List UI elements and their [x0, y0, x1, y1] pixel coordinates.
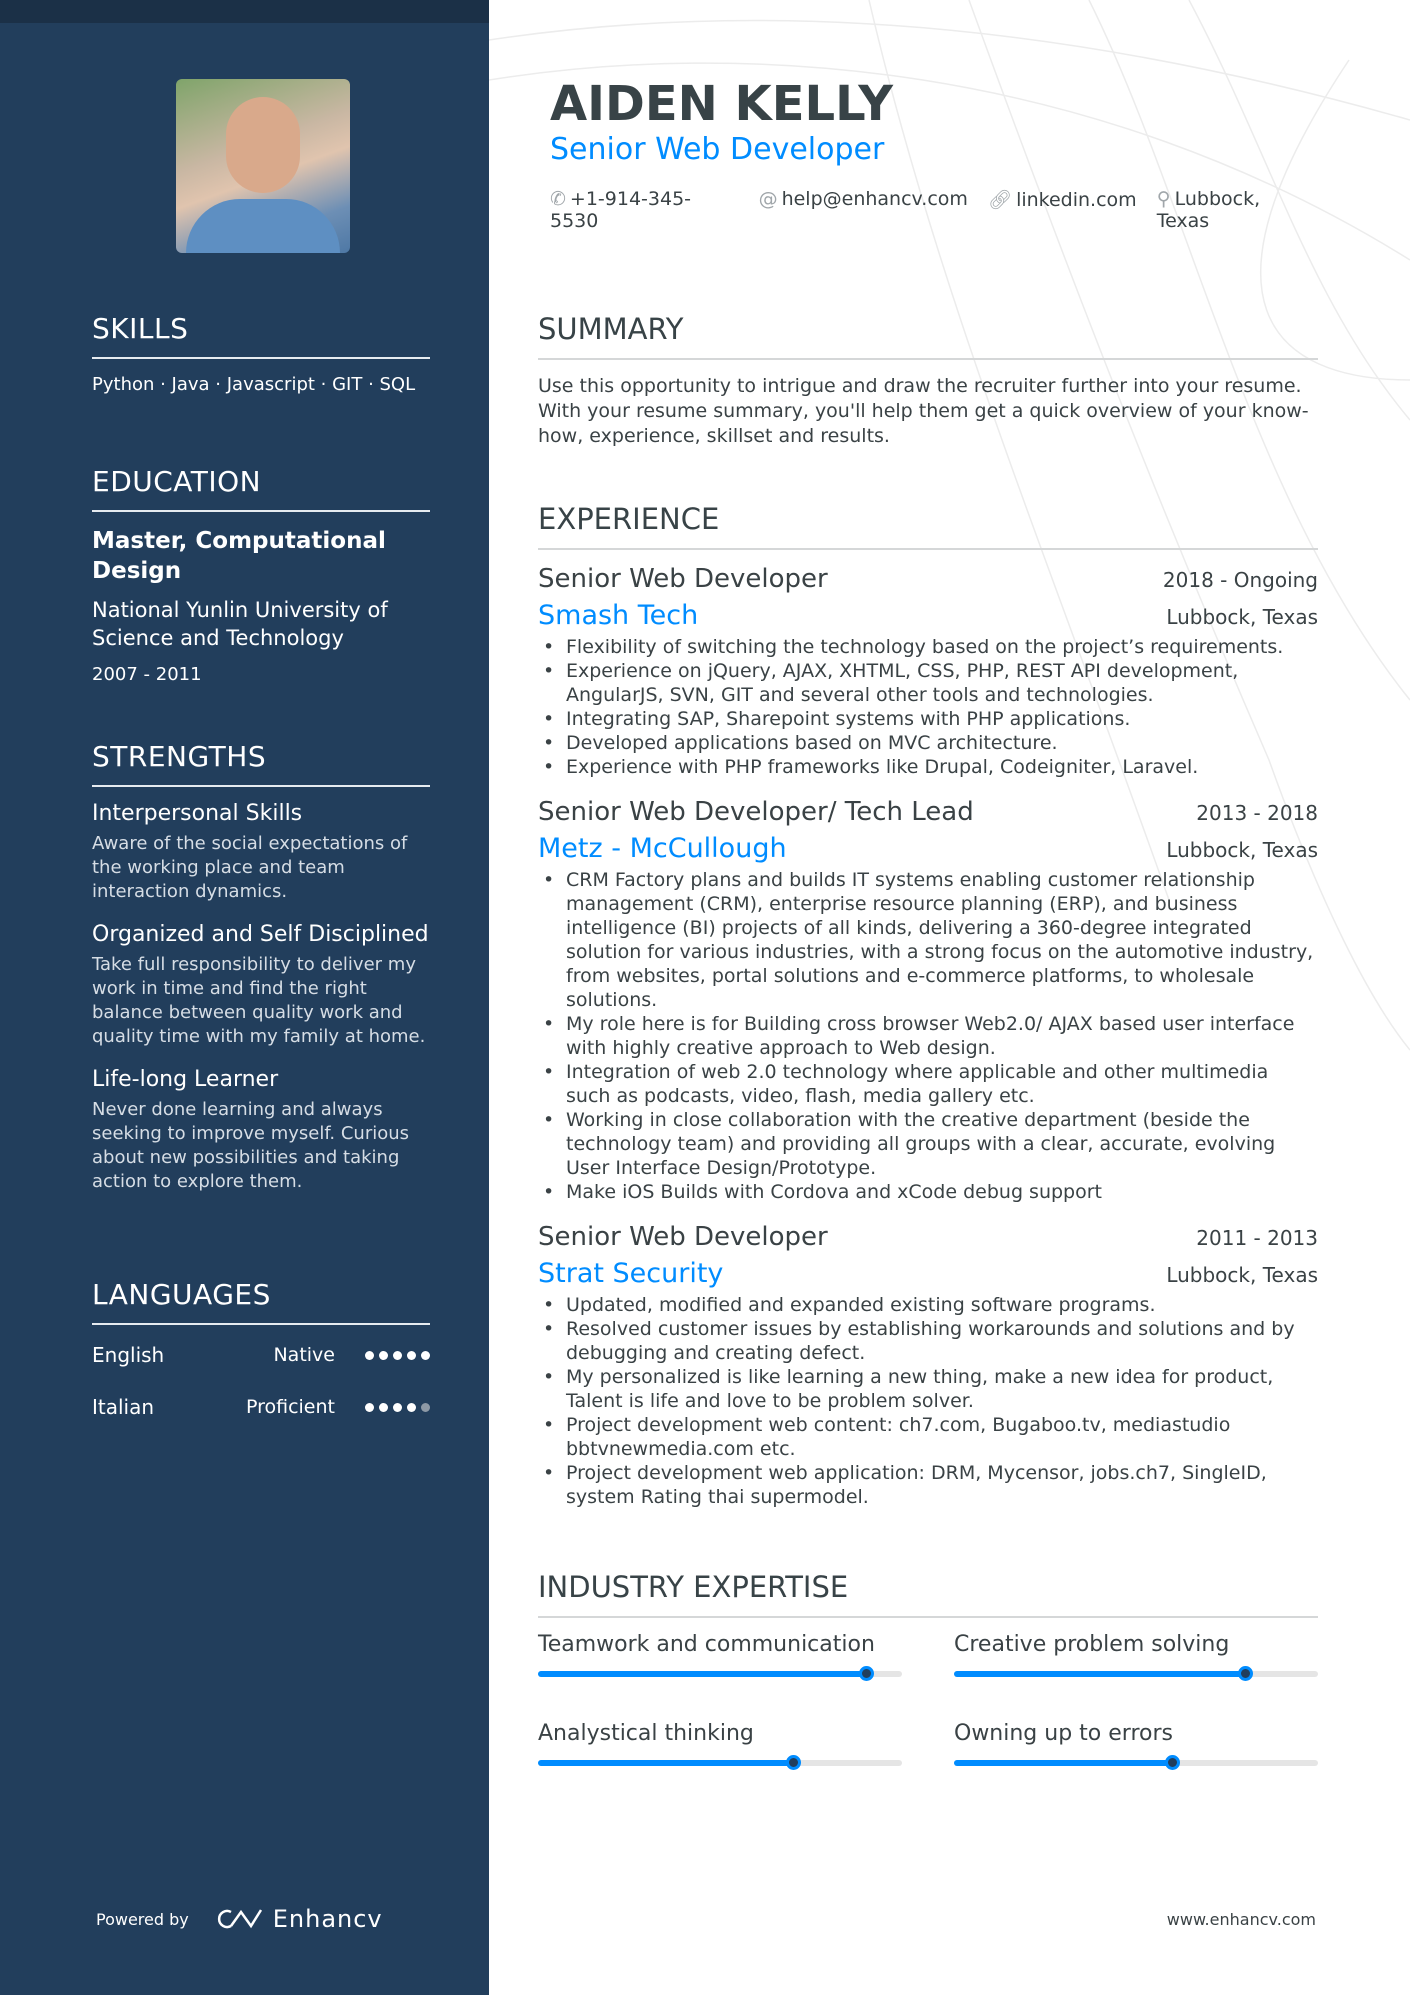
expertise-label: Owning up to errors — [954, 1721, 1173, 1746]
language-row — [92, 1329, 430, 1381]
powered-by-label: Powered by — [96, 1909, 189, 1929]
job-bullet: • Developed applications based on MVC architecture. — [538, 731, 1318, 755]
expertise-slider — [538, 1671, 902, 1677]
job-bullet: • Make iOS Builds with Cordova and xCode debug support — [538, 1180, 1318, 1204]
strength-desc: Take full responsibility to deliver my work in time and find the right balance between quality work and quality time with my family at home. — [92, 954, 426, 1047]
strength-title: Interpersonal Skills — [92, 801, 303, 826]
job-dates: 2013 - 2018 — [1196, 801, 1318, 825]
language-row — [92, 1381, 430, 1433]
expertise-slider — [954, 1671, 1318, 1677]
education-school: National Yunlin University of Science and Technology — [92, 598, 388, 650]
job-role: Senior Web Developer — [538, 564, 828, 594]
contact-info — [550, 188, 1318, 232]
language-level: Proficient — [245, 1396, 335, 1418]
expertise-fill — [954, 1760, 1172, 1766]
job-bullets — [538, 868, 1318, 1204]
education-degree: Master, Computational Design — [92, 528, 386, 584]
job-entry — [538, 1222, 1318, 1509]
expertise-fill — [954, 1671, 1245, 1677]
contact-phone[interactable] — [550, 188, 739, 232]
job-bullet: • My personalized is like learning a new thing, make a new idea for product, Talent is life and love to be problem solver. — [538, 1365, 1318, 1413]
enhancv-logo[interactable] — [217, 1905, 383, 1933]
expertise-item — [538, 1632, 902, 1677]
job-entry — [538, 797, 1318, 1204]
experience-heading: EXPERIENCE — [538, 502, 1318, 550]
expertise-slider — [538, 1760, 902, 1766]
job-company[interactable]: Strat Security — [538, 1258, 724, 1289]
strengths-section — [92, 740, 430, 1194]
job-bullet: • Project development web content: ch7.com, Bugaboo.tv, mediastudio bbtvnewmedia.com etc. — [538, 1413, 1318, 1461]
strength-desc: Aware of the social expectations of the working place and team interaction dynamics. — [92, 833, 408, 902]
expertise-knob — [786, 1755, 801, 1770]
expertise-section — [538, 1570, 1318, 1766]
summary-heading: SUMMARY — [538, 312, 1318, 360]
link-icon: 🔗︎ — [987, 189, 1013, 211]
strengths-heading: STRENGTHS — [92, 740, 430, 787]
expertise-item — [954, 1721, 1318, 1766]
job-entry — [538, 564, 1318, 779]
job-bullet: • CRM Factory plans and builds IT systems enabling customer relationship management (CRM), enterprise resource planning (ERP), and business intelligence (BI) projects of all kinds, delivering a 360-degree integrated solution for various industries, with a strong focus on the automotive industry, from websites, portal solutions and e-commerce platforms, to wholesale solutions. — [538, 868, 1318, 1012]
job-bullet: • Updated, modified and expanded existing software programs. — [538, 1293, 1318, 1317]
job-bullet: • Resolved customer issues by establishing workarounds and solutions and by debugging and creating defect. — [538, 1317, 1318, 1365]
summary-text: Use this opportunity to intrigue and draw the recruiter further into your resume. With your resume summary, you'll help them get a quick overview of your know-how, experience, skillset and results. — [538, 375, 1309, 447]
strength-item — [92, 922, 430, 1049]
job-bullet: • My role here is for Building cross browser Web2.0/ AJAX based user interface with highly creative approach to Web design. — [538, 1012, 1318, 1060]
at-icon: @ — [758, 188, 778, 210]
job-bullet: • Integrating SAP, Sharepoint systems with PHP applications. — [538, 707, 1318, 731]
job-role: Senior Web Developer/ Tech Lead — [538, 797, 974, 827]
linkedin-text: linkedin.com — [1016, 189, 1137, 211]
location-text: Lubbock, Texas — [1156, 188, 1261, 232]
profile-photo — [176, 79, 350, 253]
language-name: Italian — [92, 1395, 155, 1419]
expertise-slider — [954, 1760, 1318, 1766]
sidebar — [0, 0, 489, 1995]
strength-item — [92, 1067, 430, 1194]
contact-email[interactable] — [759, 188, 968, 232]
expertise-item — [954, 1632, 1318, 1677]
experience-section — [538, 502, 1318, 1527]
website-link[interactable]: www.enhancv.com — [1166, 1910, 1316, 1929]
strength-title: Life-long Learner — [92, 1067, 279, 1092]
strength-desc: Never done learning and always seeking to improve myself. Curious about new possibilities and taking action to explore them. — [92, 1099, 410, 1192]
language-name: English — [92, 1343, 165, 1367]
contact-linkedin[interactable] — [988, 188, 1137, 232]
expertise-fill — [538, 1671, 866, 1677]
job-bullets — [538, 1293, 1318, 1509]
brand-name: Enhancv — [272, 1905, 383, 1933]
expertise-label: Teamwork and communication — [538, 1632, 875, 1657]
education-heading: EDUCATION — [92, 465, 430, 512]
job-location: Lubbock, Texas — [1166, 605, 1318, 629]
summary-section — [538, 312, 1318, 449]
contact-location — [1157, 188, 1318, 232]
job-bullet: • Experience with PHP frameworks like Drupal, Codeigniter, Laravel. — [538, 755, 1318, 779]
expertise-label: Analystical thinking — [538, 1721, 754, 1746]
job-company[interactable]: Metz - McCullough — [538, 833, 787, 864]
skills-heading: SKILLS — [92, 312, 430, 359]
language-rating — [365, 1403, 430, 1412]
expertise-item — [538, 1721, 902, 1766]
strength-title: Organized and Self Disciplined — [92, 922, 429, 947]
expertise-knob — [1165, 1755, 1180, 1770]
job-bullet: • Integration of web 2.0 technology where applicable and other multimedia such as podcasts, video, flash, media gallery etc. — [538, 1060, 1318, 1108]
expertise-knob — [1238, 1666, 1253, 1681]
language-level: Native — [273, 1344, 335, 1366]
expertise-knob — [859, 1666, 874, 1681]
sidebar-top-bar — [0, 0, 489, 23]
job-bullet: • Experience on jQuery, AJAX, XHTML, CSS, PHP, REST API development, AngularJS, SVN, GIT and several other tools and technologies. — [538, 659, 1318, 707]
candidate-title: Senior Web Developer — [550, 132, 885, 167]
job-role: Senior Web Developer — [538, 1222, 828, 1252]
email-text: help@enhancv.com — [781, 188, 968, 210]
expertise-heading: INDUSTRY EXPERTISE — [538, 1570, 1318, 1618]
job-bullet: • Working in close collaboration with the creative department (beside the technology team) and providing all groups with a clear, accurate, evolving User Interface Design/Prototype. — [538, 1108, 1318, 1180]
job-location: Lubbock, Texas — [1166, 838, 1318, 862]
job-company[interactable]: Smash Tech — [538, 600, 699, 631]
strength-item — [92, 801, 430, 904]
powered-by — [96, 1905, 383, 1933]
expertise-label: Creative problem solving — [954, 1632, 1230, 1657]
job-dates: 2018 - Ongoing — [1162, 568, 1318, 592]
job-bullets — [538, 635, 1318, 779]
phone-icon: ✆ — [550, 188, 566, 210]
job-bullet: • Flexibility of switching the technology based on the project’s requirements. — [538, 635, 1318, 659]
skills-list: Python · Java · Javascript · GIT · SQL — [92, 374, 416, 395]
languages-section — [92, 1278, 430, 1433]
education-dates: 2007 - 2011 — [92, 664, 202, 685]
education-section — [92, 465, 430, 685]
job-dates: 2011 - 2013 — [1196, 1226, 1318, 1250]
expertise-fill — [538, 1760, 793, 1766]
location-pin-icon: ⚲ — [1156, 188, 1171, 210]
languages-heading: LANGUAGES — [92, 1278, 430, 1325]
phone-text: +1-914-345-5530 — [550, 188, 692, 232]
skills-section — [92, 312, 430, 397]
language-rating — [365, 1351, 430, 1360]
job-bullet: • Project development web application: DRM, Mycensor, jobs.ch7, SingleID, system Rating thai supermodel. — [538, 1461, 1318, 1509]
candidate-name: AIDEN KELLY — [550, 76, 893, 132]
enhancv-logo-icon — [217, 1908, 263, 1930]
job-location: Lubbock, Texas — [1166, 1263, 1318, 1287]
